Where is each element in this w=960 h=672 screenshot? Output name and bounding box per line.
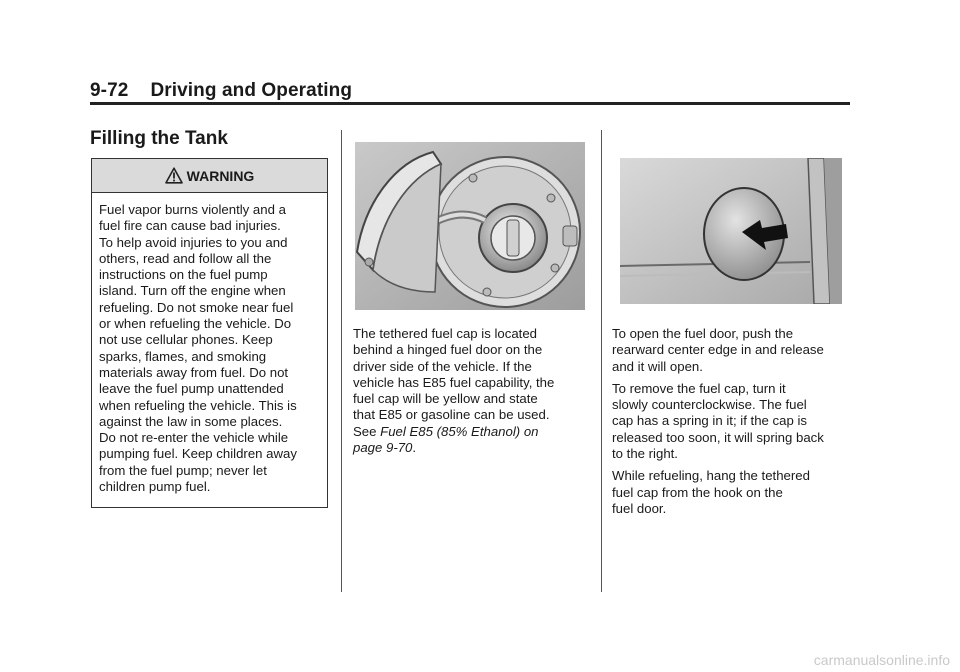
cross-reference xyxy=(353,424,554,440)
warning-line: pumping fuel. Keep children away xyxy=(99,446,297,462)
paragraph-remove-cap xyxy=(612,381,824,462)
column-divider xyxy=(341,130,342,592)
warning-line: against the law in some places. xyxy=(99,413,283,429)
warning-line: not use cellular phones. Keep xyxy=(99,332,273,348)
text-line: fuel cap will be yellow and state xyxy=(353,391,538,407)
middle-column-text xyxy=(353,326,554,456)
warning-triangle-icon xyxy=(165,167,183,184)
page-header xyxy=(90,80,352,102)
warning-body xyxy=(92,193,327,495)
text-line: To open the fuel door, push the xyxy=(612,326,794,341)
fuel-door-closed-illustration xyxy=(620,158,842,304)
cross-reference-page xyxy=(353,440,554,456)
warning-line: sparks, flames, and smoking xyxy=(99,348,267,364)
text-line: rearward center edge in and release xyxy=(612,342,824,358)
warning-line: leave the fuel pump unattended xyxy=(99,381,284,397)
paragraph-open-door xyxy=(612,326,824,375)
text-line: to the right. xyxy=(612,446,678,462)
text-line: fuel door. xyxy=(612,500,667,516)
text-line: cap has a spring in it; if the cap is xyxy=(612,413,807,429)
see-suffix: . xyxy=(412,440,417,456)
see-prefix: See xyxy=(353,423,377,439)
warning-line: instructions on the fuel pump xyxy=(99,267,268,283)
warning-line: materials away from fuel. Do not xyxy=(99,364,289,380)
warning-line: children pump fuel. xyxy=(99,479,211,495)
paragraph-hang-cap xyxy=(612,468,824,517)
warning-line: or when refueling the vehicle. Do xyxy=(99,316,292,332)
text-line: fuel cap from the hook on the xyxy=(612,484,783,500)
text-line: The tethered fuel cap is located xyxy=(353,326,538,341)
text-line: To remove the fuel cap, turn it xyxy=(612,380,786,396)
warning-line: when refueling the vehicle. This is xyxy=(99,397,297,413)
text-line: that E85 or gasoline can be used. xyxy=(353,407,550,423)
text-line: and it will open. xyxy=(612,358,703,374)
cross-reference-link[interactable]: Fuel E85 (85% Ethanol) on xyxy=(380,423,539,439)
warning-box xyxy=(91,158,328,508)
text-line: behind a hinged fuel door on the xyxy=(353,342,543,358)
warning-line: Fuel vapor burns violently and a xyxy=(99,202,286,217)
warning-line: Do not re-enter the vehicle while xyxy=(99,430,289,446)
warning-header xyxy=(92,159,327,193)
warning-line: To help avoid injuries to you and xyxy=(99,234,288,250)
warning-line: from the fuel pump; never let xyxy=(99,462,267,478)
page-number: 9-72 xyxy=(90,80,129,101)
warning-line: fuel fire can cause bad injuries. xyxy=(99,218,281,234)
fuel-door-open-illustration xyxy=(355,142,585,310)
chapter-title: Driving and Operating xyxy=(150,80,353,101)
warning-line: island. Turn off the engine when xyxy=(99,283,286,299)
text-line: driver side of the vehicle. If the xyxy=(353,358,532,374)
section-title: Filling the Tank xyxy=(90,128,228,149)
column-divider xyxy=(601,130,602,592)
text-line: slowly counterclockwise. The fuel xyxy=(612,397,807,413)
header-rule xyxy=(90,102,850,105)
watermark: carmanualsonline.info xyxy=(813,652,950,668)
warning-label: WARNING xyxy=(186,167,255,184)
right-column-text xyxy=(612,326,824,523)
text-line: vehicle has E85 fuel capability, the xyxy=(353,374,555,390)
cross-reference-page-link[interactable]: page 9-70 xyxy=(353,440,413,456)
text-line: While refueling, hang the tethered xyxy=(612,468,810,484)
warning-line: refueling. Do not smoke near fuel xyxy=(99,299,294,315)
text-line: released too soon, it will spring back xyxy=(612,429,824,445)
warning-line: others, read and follow all the xyxy=(99,250,272,266)
